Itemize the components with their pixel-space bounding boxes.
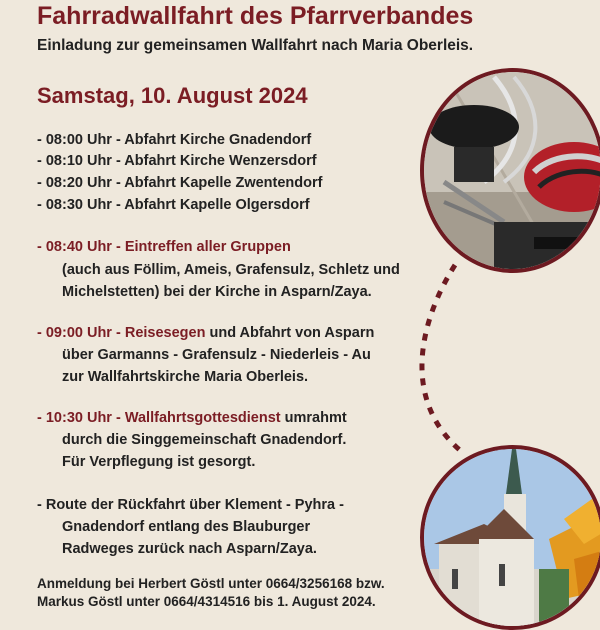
return-detail: Gnadendorf entlang des Blauburger: [62, 519, 311, 535]
service-detail: Für Verpflegung ist gesorgt.: [62, 454, 256, 470]
blessing-detail: zur Wallfahrtskirche Maria Oberleis.: [62, 369, 309, 385]
blessing-event: Reisesegen: [124, 325, 206, 341]
registration-line: Markus Göstl unter 0664/4314516 bis 1. August 2024.: [37, 594, 376, 609]
departure-line: - 08:00 Uhr - Abfahrt Kirche Gnadendorf: [37, 132, 312, 148]
service-detail: durch die Singgemeinschaft Gnadendorf.: [62, 432, 347, 448]
registration-line: Anmeldung bei Herbert Göstl unter 0664/3256168 bzw.: [37, 576, 385, 591]
blessing-time: - 09:00 Uhr -: [37, 325, 121, 341]
bicycle-photo: [420, 68, 600, 273]
page-title: Fahrradwallfahrt des Pfarrverbandes: [37, 2, 474, 30]
service-time: - 10:30 Uhr -: [37, 410, 121, 426]
page-subtitle: Einladung zur gemeinsamen Wallfahrt nach Maria Oberleis.: [37, 37, 474, 54]
return-detail: Radweges zurück nach Asparn/Zaya.: [62, 541, 317, 557]
meeting-detail: (auch aus Föllim, Ameis, Grafensulz, Schletz und: [62, 262, 400, 278]
meeting-detail: Michelstetten) bei der Kirche in Asparn/Zaya.: [62, 284, 372, 300]
blessing-rest: und Abfahrt von Asparn: [209, 325, 375, 341]
service-rest: umrahmt: [284, 410, 347, 426]
meeting-time: - 08:40 Uhr -: [37, 239, 121, 255]
bicycle-saddle-helmet-icon: [424, 72, 600, 273]
departure-line: - 08:30 Uhr - Abfahrt Kapelle Olgersdorf: [37, 197, 310, 213]
departure-line: - 08:10 Uhr - Abfahrt Kirche Wenzersdorf: [37, 153, 317, 169]
church-autumn-icon: [424, 449, 600, 630]
meeting-event: Eintreffen aller Gruppen: [124, 239, 291, 255]
departure-line: - 08:20 Uhr - Abfahrt Kapelle Zwentendorf: [37, 175, 323, 191]
blessing-detail: über Garmanns - Grafensulz - Niederleis - Au: [62, 347, 371, 363]
service-event: Wallfahrtsgottesdienst: [124, 410, 281, 426]
church-photo: [420, 445, 600, 630]
event-date: Samstag, 10. August 2024: [37, 83, 308, 108]
return-line: - Route der Rückfahrt über Klement - Pyhra -: [37, 497, 344, 513]
